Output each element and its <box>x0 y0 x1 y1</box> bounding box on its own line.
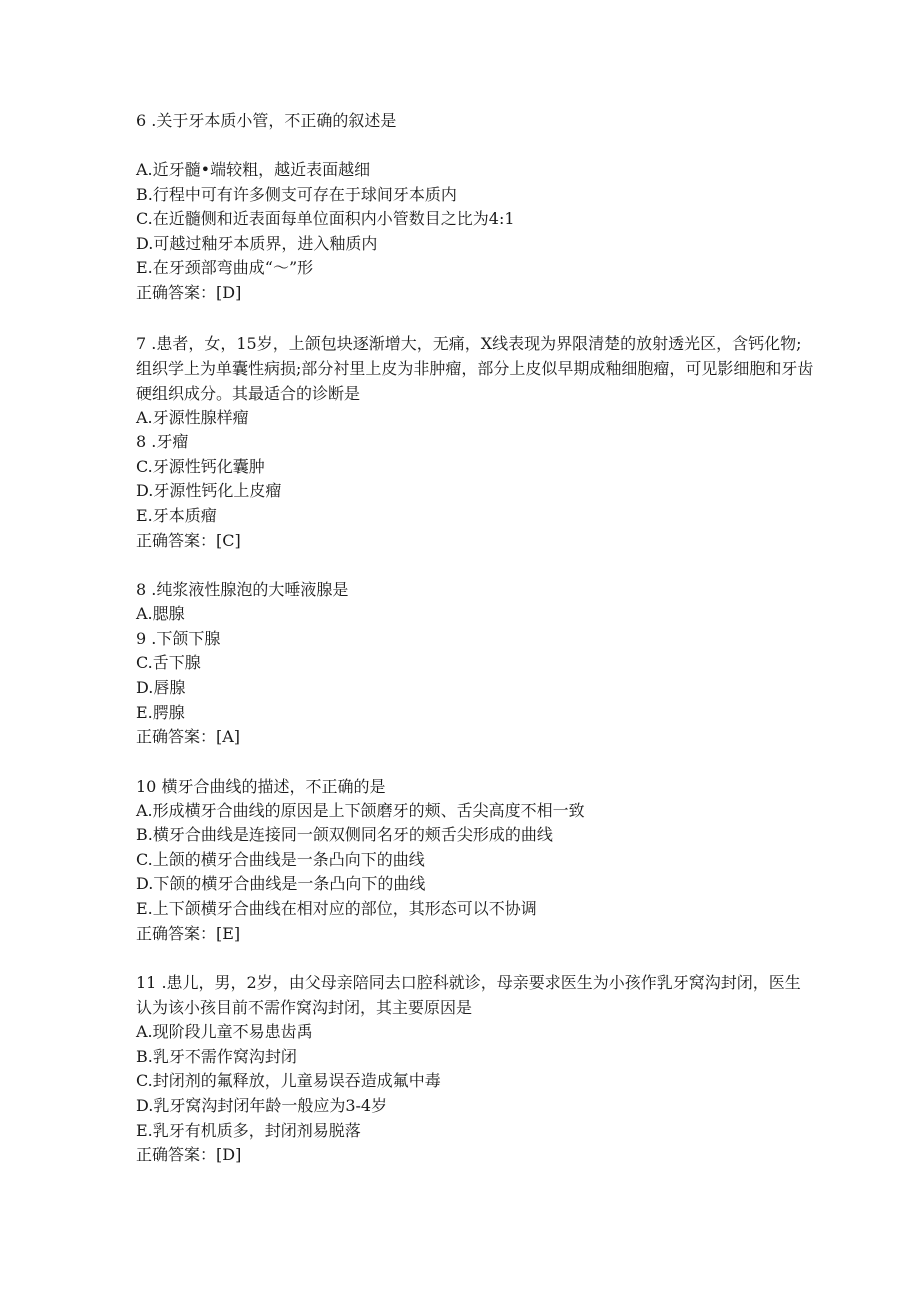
option-c: C.在近髓侧和近表面每单位面积内小管数目之比为4:1 <box>136 209 515 229</box>
question-11 <box>136 970 816 1168</box>
option-d: D.下颌的横牙合曲线是一条凸向下的曲线 <box>136 874 426 894</box>
option-e: E.腭腺 <box>136 702 185 722</box>
option-c: C.封闭剂的氟释放，儿童易误吞造成氟中毒 <box>136 1071 441 1091</box>
option-b: 8 .牙瘤 <box>136 432 189 452</box>
question-stem: 7 .患者，女，15岁，上颌包块逐渐增大，无痛，X线表现为界限清楚的放射透光区，含钙化物;组织学上为单囊性病损;部分衬里上皮为非肿瘤，部分上皮似早期成釉细胞瘤，可见影细胞和牙齿硬组织成分。其最适合的诊断是 <box>136 333 814 403</box>
question-8 <box>136 577 816 750</box>
option-d: D.唇腺 <box>136 677 186 697</box>
correct-answer: 正确答案：[D] <box>136 282 242 302</box>
option-a: A.近牙髓•端较粗，越近表面越细 <box>136 160 371 179</box>
option-e: E.在牙颈部弯曲成“～”形 <box>136 258 314 278</box>
option-c: C.上颌的横牙合曲线是一条凸向下的曲线 <box>136 849 425 869</box>
option-c: C.舌下腺 <box>136 653 201 673</box>
option-b: B.乳牙不需作窝沟封闭 <box>136 1046 297 1066</box>
question-stem: 8 .纯浆液性腺泡的大唾液腺是 <box>136 580 349 600</box>
option-e: E.牙本质瘤 <box>136 505 217 525</box>
option-d: D.牙源性钙化上皮瘤 <box>136 481 282 501</box>
option-a: A.牙源性腺样瘤 <box>136 407 249 427</box>
question-10 <box>136 774 816 947</box>
option-a: A.形成横牙合曲线的原因是上下颌磨牙的颊、舌尖高度不相一致 <box>136 800 585 820</box>
option-b: B.横牙合曲线是连接同一颌双侧同名牙的颊舌尖形成的曲线 <box>136 825 553 845</box>
option-b: 9 .下颌下腺 <box>136 628 221 648</box>
correct-answer: 正确答案：[C] <box>136 530 241 550</box>
option-e: E.乳牙有机质多，封闭剂易脱落 <box>136 1120 361 1140</box>
option-d: D.乳牙窝沟封闭年龄一般应为3-4岁 <box>136 1096 388 1116</box>
option-d: D.可越过釉牙本质界，进入釉质内 <box>136 233 378 253</box>
option-a: A.现阶段儿童不易患齿禹 <box>136 1022 313 1042</box>
option-c: C.牙源性钙化囊肿 <box>136 456 265 476</box>
question-stem: 10 横牙合曲线的描述，不正确的是 <box>136 776 386 796</box>
question-6 <box>136 108 816 306</box>
correct-answer: 正确答案：[E] <box>136 923 241 943</box>
question-list <box>136 108 816 1192</box>
correct-answer: 正确答案：[A] <box>136 727 241 747</box>
option-a: A.腮腺 <box>136 604 185 624</box>
question-7 <box>136 331 816 554</box>
option-b: B.行程中可有许多侧支可存在于球间牙本质内 <box>136 184 457 204</box>
correct-answer: 正确答案：[D] <box>136 1145 242 1165</box>
option-e: E.上下颌横牙合曲线在相对应的部位，其形态可以不协调 <box>136 899 537 919</box>
question-stem: 6 .关于牙本质小管，不正确的叙述是 <box>136 111 397 130</box>
question-stem: 11 .患儿，男，2岁，由父母亲陪同去口腔科就诊，母亲要求医生为小孩作乳牙窝沟封闭，医生认为该小孩目前不需作窝沟封闭，其主要原因是 <box>136 973 801 1018</box>
